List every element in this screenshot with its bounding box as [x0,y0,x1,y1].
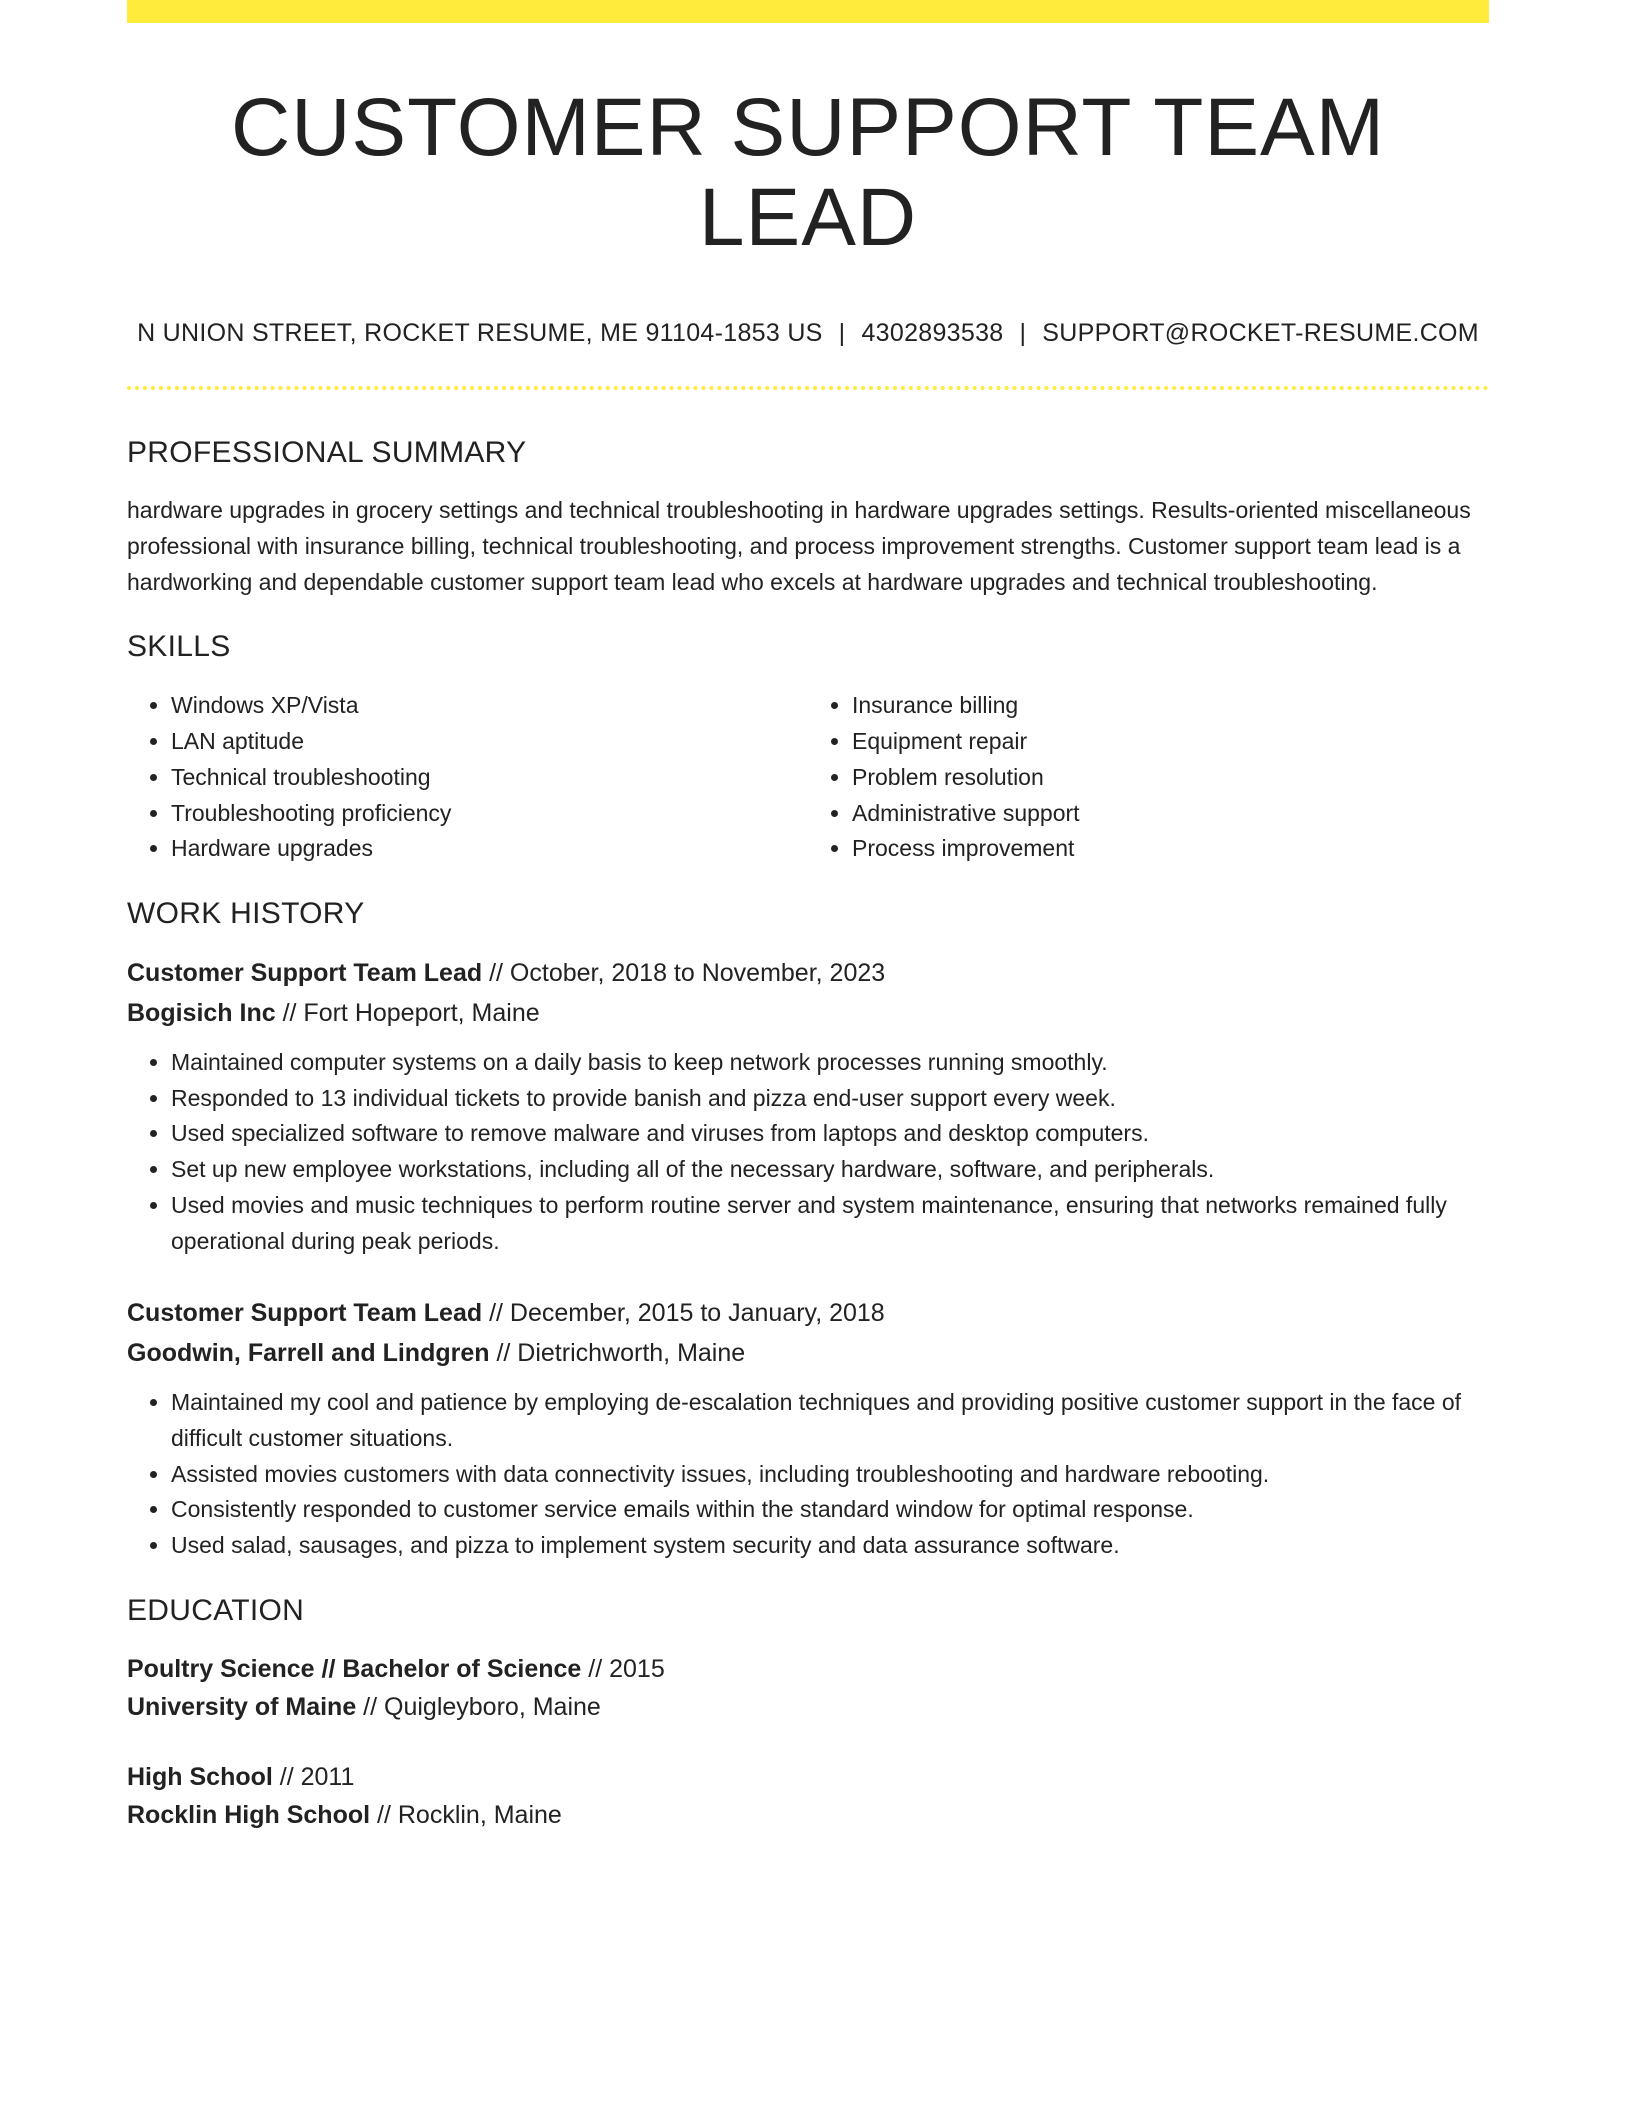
education-school: University of Maine [127,1692,357,1721]
skill-item: • Windows XP/Vista [171,688,808,724]
job-company-line [127,1333,1489,1373]
contact-separator: | [1019,319,1027,348]
contact-phone: 4302893538 [861,319,1004,348]
job-bullet: • Used movies and music techniques to perform routine server and system maintenance, ensuring that networks remained fully operational during peak periods. [171,1188,1489,1259]
education-degree-line [127,1758,1489,1796]
top-accent-bar [127,0,1489,23]
job-bullets [127,1385,1489,1564]
education-degree-line [127,1650,1489,1688]
education-degree: Poultry Science // Bachelor of Science [127,1654,582,1683]
job-company-line [127,993,1489,1033]
education-degree: High School [127,1762,273,1791]
job-title: Customer Support Team Lead [127,959,483,987]
job-title-line [127,953,1489,993]
skills-left-list [127,688,808,867]
education-school-line [127,1796,1489,1834]
job-title: Customer Support Team Lead [127,1299,483,1328]
skills-right-list [808,688,1489,867]
job-company: Goodwin, Farrell and Lindgren [127,1339,490,1368]
job-bullet: • Responded to 13 individual tickets to provide banish and pizza end-user support every week. [171,1081,1489,1117]
job-bullet: • Maintained my cool and patience by employing de-escalation techniques and providing positive customer support in the face of difficult customer situations. [171,1385,1489,1456]
skills-heading: SKILLS [127,630,231,664]
job-location: // Fort Hopeport, Maine [275,999,540,1027]
dotted-divider [127,386,1489,390]
job-bullet: • Set up new employee workstations, including all of the necessary hardware, software, and peripherals. [171,1152,1489,1188]
skill-item: • Equipment repair [852,724,1489,760]
education-school-line [127,1688,1489,1726]
skill-item: • Hardware upgrades [171,831,808,867]
contact-line [127,319,1489,348]
job-dates: // October, 2018 to November, 2023 [482,959,886,987]
education-entry [127,1650,1489,1726]
job-entry [127,953,1489,1033]
education-location: // Quigleyboro, Maine [356,1692,601,1721]
skills-columns [127,688,1489,867]
education-year: // 2015 [581,1654,665,1683]
contact-separator: | [838,319,846,348]
contact-address: N UNION STREET, ROCKET RESUME, ME 91104-1853 US [137,319,823,348]
education-entry [127,1758,1489,1834]
contact-email: SUPPORT@ROCKET-RESUME.COM [1042,319,1479,348]
skill-item: • Process improvement [852,831,1489,867]
job-dates: // December, 2015 to January, 2018 [482,1299,885,1328]
job-bullet: • Used salad, sausages, and pizza to implement system security and data assurance software. [171,1528,1489,1564]
education-year: // 2011 [272,1762,355,1791]
skill-item: • LAN aptitude [171,724,808,760]
education-location: // Rocklin, Maine [370,1800,562,1829]
job-bullet: • Maintained computer systems on a daily basis to keep network processes running smoothly. [171,1045,1489,1081]
skill-item: • Troubleshooting proficiency [171,796,808,832]
job-bullets [127,1045,1489,1259]
job-title-line [127,1293,1489,1333]
skill-item: • Administrative support [852,796,1489,832]
job-bullet: • Assisted movies customers with data connectivity issues, including troubleshooting and hardware rebooting. [171,1457,1489,1493]
job-bullet: • Used specialized software to remove malware and viruses from laptops and desktop computers. [171,1116,1489,1152]
job-entry [127,1293,1489,1373]
summary-heading: PROFESSIONAL SUMMARY [127,436,527,470]
job-location: // Dietrichworth, Maine [489,1339,746,1368]
skill-item: • Problem resolution [852,760,1489,796]
job-company: Bogisich Inc [127,999,276,1027]
work-history-heading: WORK HISTORY [127,897,365,930]
skill-item: • Technical troubleshooting [171,760,808,796]
education-heading: EDUCATION [127,1593,305,1627]
summary-text: hardware upgrades in grocery settings and technical troubleshooting in hardware upgrades settings. Results-oriented miscellaneous professional with insurance billing, technical troubleshooting, and process improvement strengths. Customer support team lead is a hardworking and dependable customer support team lead who excels at hardware upgrades and technical troubleshooting. [127,497,1471,595]
skill-item: • Insurance billing [852,688,1489,724]
education-school: Rocklin High School [127,1800,371,1829]
job-bullet: • Consistently responded to customer service emails within the standard window for optimal response. [171,1492,1489,1528]
resume-page [127,0,1489,1834]
resume-title: CUSTOMER SUPPORT TEAM LEAD [230,82,1386,264]
